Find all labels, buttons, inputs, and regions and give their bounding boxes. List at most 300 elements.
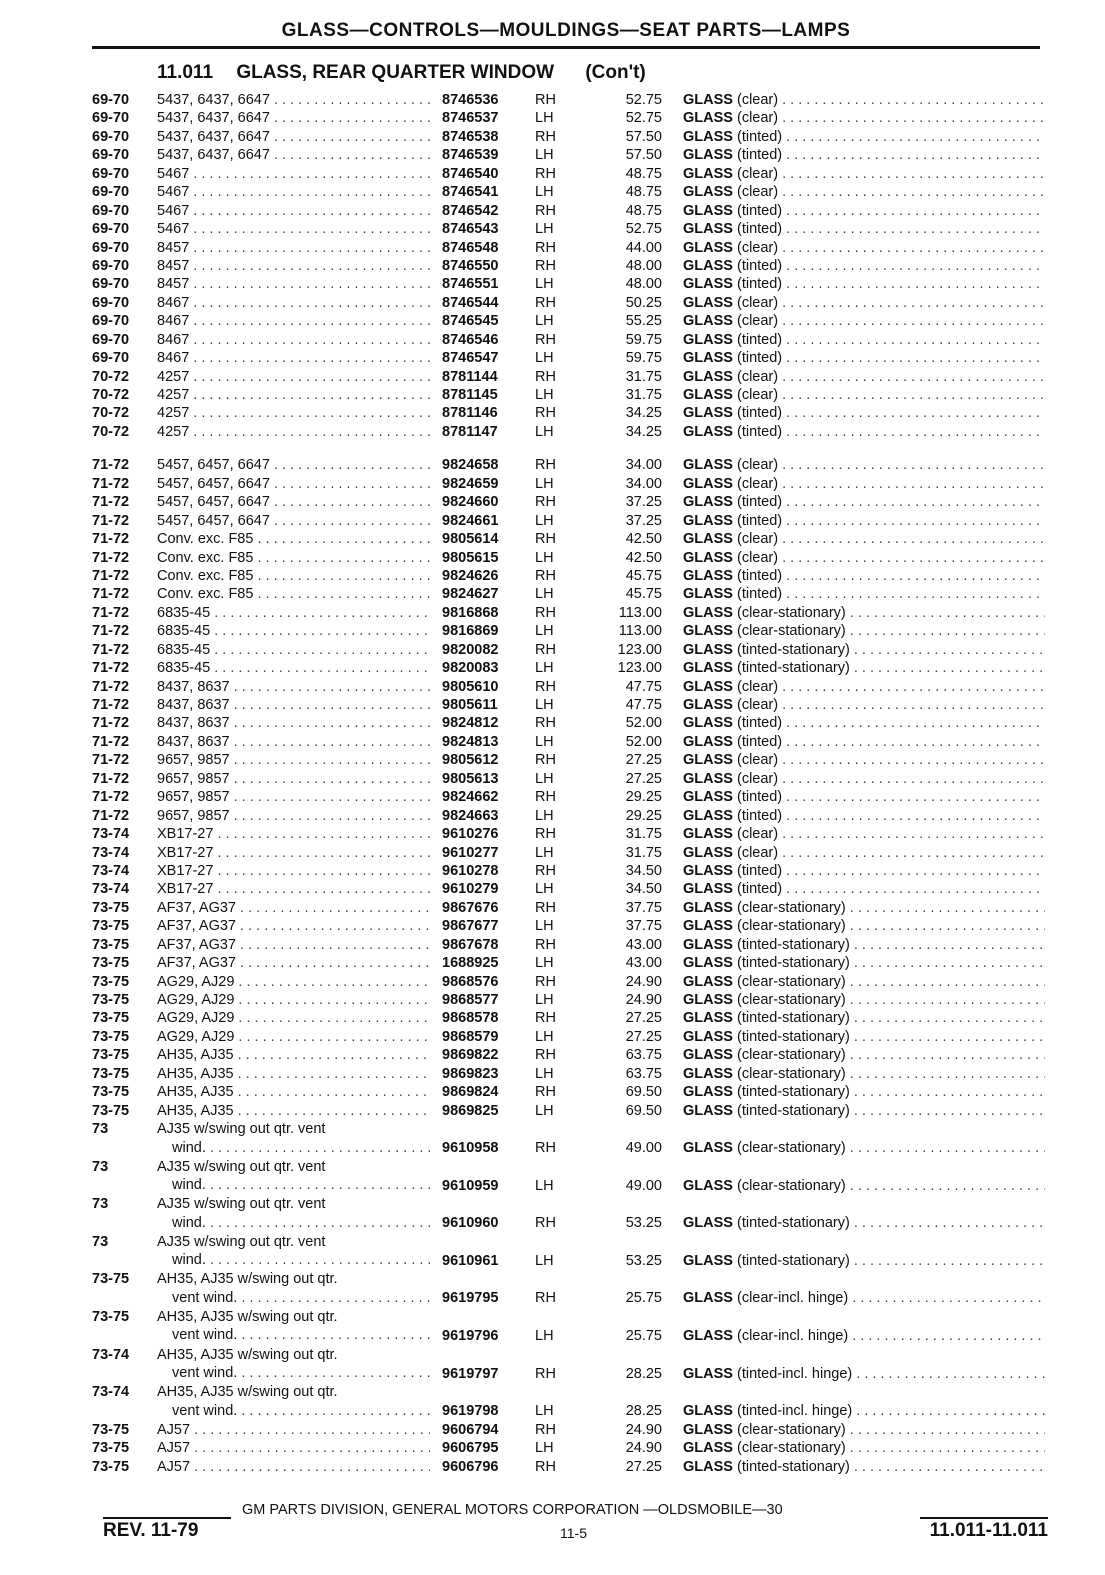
table-row (0, 954, 1105, 972)
row-year: 69-70 (92, 147, 130, 164)
row-description (683, 899, 1045, 917)
row-model (157, 1195, 430, 1232)
table-row (0, 936, 1105, 954)
row-part-number: 9820082 (442, 641, 499, 658)
table-row (0, 733, 1105, 751)
row-year: 71-72 (92, 623, 130, 640)
row-price: 28.25 (625, 1403, 662, 1420)
row-side: LH (535, 1403, 554, 1420)
row-part-number: 9619798 (442, 1403, 499, 1420)
row-price: 63.75 (625, 1065, 662, 1082)
row-price: 37.25 (625, 494, 662, 511)
row-description (683, 714, 1045, 732)
row-description (683, 1009, 1045, 1027)
row-description-prefix: GLASS (683, 936, 733, 953)
row-description (683, 917, 1045, 935)
row-description (683, 622, 1045, 640)
row-model: 5457, 6457, 6647 . . . (157, 456, 430, 474)
row-description-text: (tinted-stationary) (736, 1252, 850, 1269)
row-description (683, 109, 1045, 127)
table-row (0, 973, 1105, 991)
row-description-prefix: GLASS (683, 623, 733, 640)
row-year: 73 (92, 1121, 109, 1138)
row-description-text: (tinted) (736, 331, 783, 348)
row-part-number: 9824659 (442, 475, 499, 492)
table-row (0, 714, 1105, 732)
row-description-prefix: GLASS (683, 1177, 733, 1194)
row-description-text: (clear-stationary) (736, 973, 846, 990)
row-description (683, 1365, 1045, 1383)
row-price: 49.00 (625, 1177, 662, 1194)
row-description (683, 678, 1045, 696)
row-description (683, 386, 1045, 404)
row-year: 71-72 (92, 641, 130, 658)
row-description-prefix: GLASS (683, 1084, 733, 1101)
row-model: 5467 . . . (157, 183, 430, 201)
row-year: 69-70 (92, 294, 130, 311)
row-year: 73-75 (92, 1065, 130, 1082)
row-price: 27.25 (625, 1028, 662, 1045)
row-description-text: (clear) (736, 697, 779, 713)
row-model: AJ57 . . . (157, 1439, 430, 1457)
row-model: XB17-27 . . . (157, 844, 430, 862)
row-price: 53.25 (625, 1252, 662, 1269)
row-price: 28.25 (625, 1365, 662, 1382)
row-model: 6835-45 . . . (157, 659, 430, 677)
row-description-prefix: GLASS (683, 789, 733, 806)
row-side: RH (535, 973, 556, 990)
row-description-text: (tinted-incl. hinge) (736, 1403, 853, 1420)
row-description-prefix: GLASS (683, 678, 733, 695)
row-description-text: (tinted) (736, 586, 783, 603)
table-row (0, 1270, 1105, 1308)
row-model: 9657, 9857 . . . (157, 788, 430, 806)
row-year: 71-72 (92, 531, 130, 548)
row-side: LH (535, 475, 554, 492)
row-description-prefix: GLASS (683, 1440, 733, 1457)
row-side: RH (535, 899, 556, 916)
row-model: AG29, AJ29 . . . (157, 973, 430, 991)
table-row (0, 109, 1105, 127)
row-model-line1: AH35, AJ35 w/swing out qtr. (157, 1384, 338, 1401)
row-description-prefix: GLASS (683, 165, 733, 182)
row-description-prefix: GLASS (683, 899, 733, 916)
row-side: RH (535, 1139, 556, 1156)
row-part-number: 8746550 (442, 257, 499, 274)
row-description (683, 530, 1045, 548)
row-description-prefix: GLASS (683, 862, 733, 879)
row-description-prefix: GLASS (683, 697, 733, 713)
row-model: XB17-27 . . . (157, 825, 430, 843)
row-description-text: (clear-stationary) (736, 1421, 846, 1438)
table-row (0, 475, 1105, 493)
row-side: RH (535, 936, 556, 953)
row-year: 73 (92, 1233, 109, 1250)
row-model (157, 1308, 430, 1345)
row-model: 5467 . . . (157, 220, 430, 238)
row-description (683, 1327, 1045, 1345)
row-price: 123.00 (617, 641, 662, 658)
row-part-number: 9824663 (442, 807, 499, 824)
row-year: 73 (92, 1196, 109, 1213)
row-description-text: (tinted) (736, 862, 783, 879)
row-price: 31.75 (625, 844, 662, 861)
row-part-number: 9868576 (442, 973, 499, 990)
row-part-number: 9820083 (442, 660, 499, 677)
row-price: 37.75 (625, 899, 662, 916)
row-price: 25.75 (625, 1290, 662, 1307)
row-price: 55.25 (625, 313, 662, 330)
row-price: 59.75 (625, 331, 662, 348)
row-description-text: (tinted) (736, 733, 783, 750)
table-row (0, 622, 1105, 640)
row-part-number: 9824660 (442, 494, 499, 511)
row-year: 73-75 (92, 1440, 130, 1457)
row-model: AF37, AG37 . . . (157, 936, 430, 954)
row-description-prefix: GLASS (683, 128, 733, 145)
row-model: AG29, AJ29 . . . (157, 1009, 430, 1027)
row-side: LH (535, 1252, 554, 1269)
table-row (0, 1346, 1105, 1384)
row-price: 34.25 (625, 423, 662, 440)
row-description (683, 788, 1045, 806)
row-year: 71-72 (92, 475, 130, 492)
row-model (157, 1120, 430, 1157)
table-row (0, 220, 1105, 238)
row-description-text: (clear-incl. hinge) (736, 1290, 849, 1307)
row-part-number: 9610961 (442, 1252, 499, 1269)
row-year: 73-74 (92, 1384, 130, 1401)
row-model: 5467 . . . (157, 202, 430, 220)
table-row (0, 1233, 1105, 1271)
row-description-prefix: GLASS (683, 147, 733, 164)
table-row (0, 880, 1105, 898)
row-description-prefix: GLASS (683, 844, 733, 861)
row-year: 71-72 (92, 697, 130, 713)
table-row (0, 1421, 1105, 1439)
row-year: 70-72 (92, 368, 130, 385)
page-number: 11-5 (560, 1525, 587, 1541)
row-model: 6835-45 . . . (157, 622, 430, 640)
row-price: 42.50 (625, 531, 662, 548)
row-part-number: 8746536 (442, 92, 499, 108)
row-year: 69-70 (92, 165, 130, 182)
row-description (683, 331, 1045, 349)
row-side: LH (535, 184, 554, 201)
row-part-number: 9824813 (442, 733, 499, 750)
table-row (0, 1383, 1105, 1421)
table-row (0, 512, 1105, 530)
row-year: 69-70 (92, 257, 130, 274)
row-description-text: (tinted) (736, 881, 783, 898)
row-part-number: 9867678 (442, 936, 499, 953)
row-model: Conv. exc. F85 . . . (157, 585, 430, 603)
row-description-prefix: GLASS (683, 221, 733, 238)
revision-label: REV. 11-79 (103, 1520, 199, 1541)
table-row (0, 844, 1105, 862)
row-description (683, 1028, 1045, 1046)
row-description-prefix: GLASS (683, 586, 733, 603)
row-year: 73-75 (92, 1309, 130, 1326)
row-price: 45.75 (625, 567, 662, 584)
row-price: 27.25 (625, 770, 662, 787)
row-year: 69-70 (92, 350, 130, 367)
row-description-prefix: GLASS (683, 770, 733, 787)
row-description-prefix: GLASS (683, 110, 733, 127)
row-model: 8437, 8637 . . . (157, 733, 430, 751)
row-description-prefix: GLASS (683, 1047, 733, 1064)
page-header: GLASS—CONTROLS—MOULDINGS—SEAT PARTS—LAMPS (281, 20, 851, 41)
row-model: 8457 . . . (157, 275, 430, 293)
row-model: 8437, 8637 . . . (157, 714, 430, 732)
row-year: 73-75 (92, 1102, 130, 1119)
row-description (683, 475, 1045, 493)
section-name: GLASS, REAR QUARTER WINDOW (236, 62, 555, 83)
row-side: RH (535, 567, 556, 584)
table-row (0, 1065, 1105, 1083)
row-year: 69-70 (92, 276, 130, 293)
row-year: 73-75 (92, 992, 130, 1008)
row-model-line2: vent wind. . . . (157, 1289, 430, 1307)
row-price: 50.25 (625, 294, 662, 311)
row-description-prefix: GLASS (683, 531, 733, 548)
row-description-text: (tinted-stationary) (736, 1102, 850, 1119)
row-side: RH (535, 257, 556, 274)
row-side: LH (535, 733, 554, 750)
row-description (683, 585, 1045, 603)
row-side: RH (535, 1047, 556, 1064)
header-rule (92, 46, 1040, 49)
row-description-text: (clear) (736, 770, 779, 787)
row-description-text: (clear-stationary) (736, 1047, 846, 1064)
row-description-prefix: GLASS (683, 1010, 733, 1027)
row-price: 53.25 (625, 1215, 662, 1232)
section-continued: (Con't) (585, 62, 646, 83)
row-model: AJ57 . . . (157, 1421, 430, 1439)
table-row (0, 1083, 1105, 1101)
row-description-text: (clear-stationary) (736, 1065, 846, 1082)
table-row (0, 1308, 1105, 1346)
row-price: 29.25 (625, 807, 662, 824)
table-row (0, 1439, 1105, 1457)
row-description-prefix: GLASS (683, 826, 733, 843)
table-row (0, 239, 1105, 257)
row-side: RH (535, 752, 556, 769)
row-price: 59.75 (625, 350, 662, 367)
row-description-text: (tinted-incl. hinge) (736, 1365, 853, 1382)
row-description (683, 954, 1045, 972)
row-part-number: 9869824 (442, 1084, 499, 1101)
row-description (683, 456, 1045, 474)
parts-table (0, 91, 1105, 1476)
row-part-number: 9869823 (442, 1065, 499, 1082)
row-part-number: 9816868 (442, 604, 499, 621)
row-description-text: (tinted) (736, 202, 783, 219)
row-description-prefix: GLASS (683, 294, 733, 311)
row-model-line2: wind. . . . (157, 1139, 430, 1157)
row-year: 73-75 (92, 1271, 130, 1288)
row-year: 71-72 (92, 549, 130, 566)
row-description-text: (tinted) (736, 807, 783, 824)
table-row (0, 128, 1105, 146)
row-price: 52.75 (625, 221, 662, 238)
row-part-number: 1688925 (442, 955, 499, 972)
row-model: AF37, AG37 . . . (157, 954, 430, 972)
row-description (683, 1439, 1045, 1457)
row-model: 8437, 8637 . . . (157, 678, 430, 696)
row-part-number: 8746547 (442, 350, 499, 367)
row-description-prefix: GLASS (683, 405, 733, 422)
row-description-prefix: GLASS (683, 1458, 733, 1475)
row-part-number: 9868579 (442, 1028, 499, 1045)
table-row (0, 1195, 1105, 1233)
row-side: RH (535, 1365, 556, 1382)
row-year: 73-75 (92, 936, 130, 953)
row-description (683, 549, 1045, 567)
row-price: 27.25 (625, 1458, 662, 1475)
row-model: AJ57 . . . (157, 1458, 430, 1476)
row-side: RH (535, 678, 556, 695)
row-year: 73-75 (92, 1458, 130, 1475)
row-description (683, 659, 1045, 677)
row-description-text: (clear-stationary) (736, 899, 846, 916)
row-description-prefix: GLASS (683, 239, 733, 256)
row-description (683, 128, 1045, 146)
row-description-prefix: GLASS (683, 918, 733, 935)
row-part-number: 8746551 (442, 276, 499, 293)
row-part-number: 9869822 (442, 1047, 499, 1064)
row-price: 63.75 (625, 1047, 662, 1064)
row-price: 31.75 (625, 387, 662, 403)
row-side: LH (535, 350, 554, 367)
row-part-number: 8781145 (442, 387, 498, 403)
table-row (0, 825, 1105, 843)
row-description (683, 770, 1045, 788)
row-part-number: 9805611 (442, 697, 498, 713)
row-side: LH (535, 992, 554, 1008)
row-description-prefix: GLASS (683, 660, 733, 677)
row-price: 24.90 (625, 992, 662, 1008)
row-part-number: 9610277 (442, 844, 499, 861)
row-description-prefix: GLASS (683, 202, 733, 219)
row-description-text: (clear) (736, 294, 779, 311)
table-row (0, 585, 1105, 603)
row-description-prefix: GLASS (683, 184, 733, 201)
row-price: 31.75 (625, 368, 662, 385)
row-model (157, 1158, 430, 1195)
row-description (683, 733, 1045, 751)
row-year: 73-74 (92, 1346, 130, 1363)
row-side: LH (535, 807, 554, 824)
row-model: 8437, 8637 . . . (157, 696, 430, 714)
row-model: 8467 . . . (157, 312, 430, 330)
row-description-text: (clear) (736, 387, 779, 403)
row-description-text: (tinted-stationary) (736, 1010, 850, 1027)
row-description-prefix: GLASS (683, 992, 733, 1008)
row-description (683, 751, 1045, 769)
row-year: 71-72 (92, 494, 130, 511)
table-row (0, 91, 1105, 109)
row-description-prefix: GLASS (683, 715, 733, 732)
row-part-number: 9867676 (442, 899, 499, 916)
row-price: 123.00 (617, 660, 662, 677)
row-side: RH (535, 331, 556, 348)
row-description-prefix: GLASS (683, 752, 733, 769)
footer-publisher: GM PARTS DIVISION, GENERAL MOTORS CORPORATION —OLDSMOBILE—30 (242, 1502, 783, 1518)
row-description-prefix: GLASS (683, 807, 733, 824)
row-price: 45.75 (625, 586, 662, 603)
row-model: AH35, AJ35 . . . (157, 1065, 430, 1083)
row-model: 9657, 9857 . . . (157, 807, 430, 825)
row-description-text: (clear) (736, 184, 779, 201)
row-price: 24.90 (625, 973, 662, 990)
table-row (0, 862, 1105, 880)
table-row (0, 1120, 1105, 1158)
row-description-prefix: GLASS (683, 92, 733, 108)
row-model-line2: wind. . . . (157, 1214, 430, 1232)
row-year: 73-75 (92, 955, 130, 972)
row-side: RH (535, 1084, 556, 1101)
row-part-number: 9619797 (442, 1365, 499, 1382)
row-description-prefix: GLASS (683, 549, 733, 566)
table-row (0, 549, 1105, 567)
row-side: RH (535, 1458, 556, 1475)
row-price: 52.00 (625, 715, 662, 732)
row-description-text: (tinted-stationary) (736, 1215, 850, 1232)
row-description-prefix: GLASS (683, 313, 733, 330)
row-year: 73-74 (92, 844, 130, 861)
row-description-text: (clear) (736, 844, 779, 861)
table-row (0, 1102, 1105, 1120)
row-description-prefix: GLASS (683, 733, 733, 750)
row-description-prefix: GLASS (683, 1065, 733, 1082)
row-description (683, 844, 1045, 862)
row-year: 71-72 (92, 660, 130, 677)
row-price: 48.75 (625, 184, 662, 201)
row-description-text: (tinted) (736, 494, 783, 511)
row-description-text: (tinted-stationary) (736, 1084, 850, 1101)
row-description-text: (clear) (736, 313, 779, 330)
row-year: 73-75 (92, 1047, 130, 1064)
table-row (0, 641, 1105, 659)
row-description-text: (tinted) (736, 221, 783, 238)
row-description (683, 807, 1045, 825)
row-part-number: 8746539 (442, 147, 499, 164)
row-price: 113.00 (618, 604, 662, 621)
row-model: 4257 . . . (157, 368, 430, 386)
row-description-text: (clear-stationary) (736, 1139, 846, 1156)
row-year: 69-70 (92, 128, 130, 145)
row-part-number: 9610278 (442, 862, 499, 879)
row-part-number: 8746543 (442, 221, 499, 238)
table-row (0, 456, 1105, 474)
row-description (683, 1046, 1045, 1064)
row-description-text: (tinted) (736, 789, 783, 806)
table-row (0, 423, 1105, 441)
table-row (0, 165, 1105, 183)
row-part-number: 9868578 (442, 1010, 499, 1027)
row-description-prefix: GLASS (683, 881, 733, 898)
row-side: LH (535, 1065, 554, 1082)
row-description-text: (tinted-stationary) (736, 1458, 850, 1475)
row-description-text: (clear) (736, 475, 779, 492)
row-side: RH (535, 405, 556, 422)
row-description (683, 1065, 1045, 1083)
row-year: 69-70 (92, 184, 130, 201)
row-description (683, 202, 1045, 220)
row-description (683, 404, 1045, 422)
row-model: AG29, AJ29 . . . (157, 1028, 430, 1046)
